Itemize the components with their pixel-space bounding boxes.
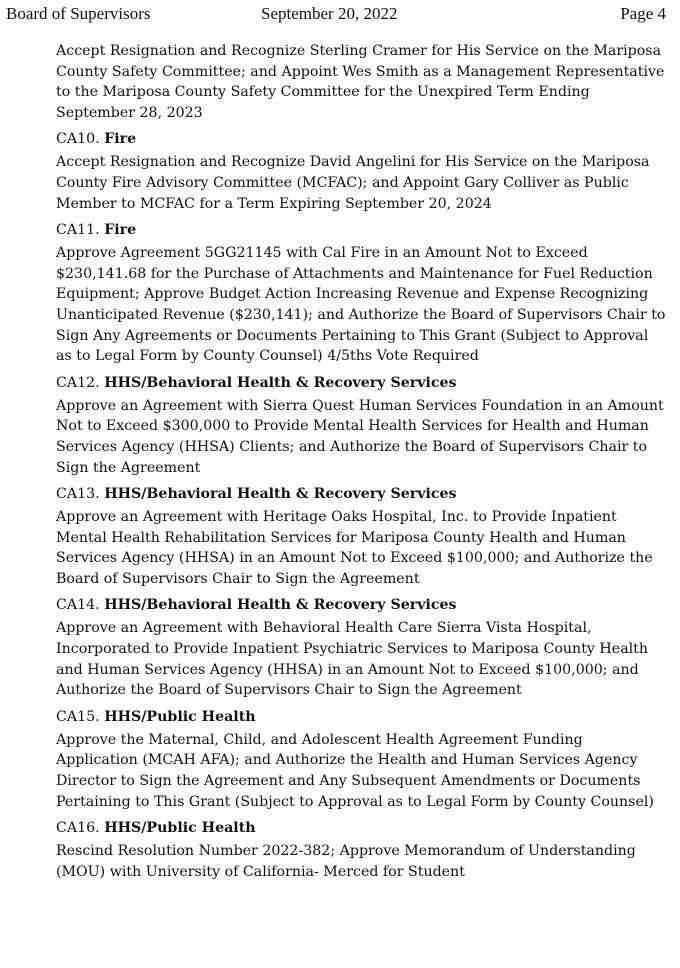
item-heading <box>56 373 668 393</box>
item-number: CA16. <box>56 820 100 837</box>
item-number: CA13. <box>56 486 100 503</box>
item-heading <box>56 129 668 149</box>
item-number: CA14. <box>56 597 100 614</box>
agenda-item-ca16 <box>56 818 668 882</box>
header-board-name: Board of Supervisors <box>6 4 151 23</box>
agenda-content <box>56 41 668 886</box>
item-department: HHS/Public Health <box>104 820 256 837</box>
item-department: HHS/Public Health <box>104 708 256 725</box>
item-description: Approve Agreement 5GG21145 with Cal Fire in an Amount Not to Exceed $230,141.68 for the Purchase of Attachments and Maintenance for Fuel Reduction Equipment; Approve Budget Action Increasing Revenue and Expense Recognizing Unanticipated Revenue ($230,141); and Authorize the Board of Supervisors Chair to Sign Any Agreements or Documents Pertaining to This Grant (Subject to Approval as to Legal Form by County Counsel) 4/5ths Vote Required <box>56 245 666 365</box>
item-number: CA12. <box>56 374 100 391</box>
agenda-item-ca12 <box>56 373 668 478</box>
item-department: Fire <box>104 222 137 239</box>
item-heading <box>56 220 668 240</box>
item-number: CA11. <box>56 222 100 239</box>
item-department: Fire <box>104 131 137 148</box>
agenda-item-ca13 <box>56 484 668 589</box>
item-heading <box>56 595 668 615</box>
page-header <box>6 4 666 24</box>
item-department: HHS/Behavioral Health & Recovery Services <box>104 486 457 503</box>
item-description: Accept Resignation and Recognize David Angelini for His Service on the Mariposa County Fire Advisory Committee (MCFAC); and Appoint Gary Colliver as Public Member to MCFAC for a Term Expiring September 20, 2024 <box>56 154 650 212</box>
item-description: Approve an Agreement with Behavioral Health Care Sierra Vista Hospital, Incorporated to Provide Inpatient Psychiatric Services to Mariposa County Health and Human Services Agency (HHSA) in an Amount Not to Exceed $100,000; and Authorize the Board of Supervisors Chair to Sign the Agreement <box>56 620 649 699</box>
header-meeting-date: September 20, 2022 <box>261 4 398 23</box>
agenda-item-ca11 <box>56 220 668 367</box>
item-department: HHS/Behavioral Health & Recovery Services <box>104 597 457 614</box>
item-number: CA15. <box>56 708 100 725</box>
agenda-item-ca15 <box>56 707 668 812</box>
agenda-item-ca10 <box>56 129 668 214</box>
item-description: Approve the Maternal, Child, and Adolescent Health Agreement Funding Application (MCAH AFA); and Authorize the Health and Human Services Agency Director to Sign the Agreement and Any Subsequent Amendments or Documents Pertaining to This Grant (Subject to Approval as to Legal Form by County Counsel) <box>56 731 654 810</box>
item-department: HHS/Behavioral Health & Recovery Services <box>104 374 457 391</box>
item-description: Approve an Agreement with Heritage Oaks Hospital, Inc. to Provide Inpatient Mental Health Rehabilitation Services for Mariposa County Health and Human Services Agency (HHSA) in an Amount Not to Exceed $100,000; and Authorize the Board of Supervisors Chair to Sign the Agreement <box>56 509 653 587</box>
item-description: Approve an Agreement with Sierra Quest Human Services Foundation in an Amount Not to Exceed $300,000 to Provide Mental Health Services for Health and Human Services Agency (HHSA) Clients; and Authorize the Board of Supervisors Chair to Sign the Agreement <box>56 397 664 476</box>
item-description: Rescind Resolution Number 2022-382; Approve Memorandum of Understanding (MOU) with University of California- Merced for Student <box>56 843 636 880</box>
header-page-number: Page 4 <box>620 4 666 23</box>
item-number: CA10. <box>56 131 100 148</box>
continued-item-text: Accept Resignation and Recognize Sterling Cramer for His Service on the Mariposa County Safety Committee; and Appoint Wes Smith as a Management Representative to the Mariposa County Safety Committee for the Unexpired Term Ending September 28, 2023 <box>56 43 665 121</box>
item-heading <box>56 818 668 838</box>
item-heading <box>56 484 668 504</box>
item-heading <box>56 707 668 727</box>
agenda-item-ca14 <box>56 595 668 700</box>
